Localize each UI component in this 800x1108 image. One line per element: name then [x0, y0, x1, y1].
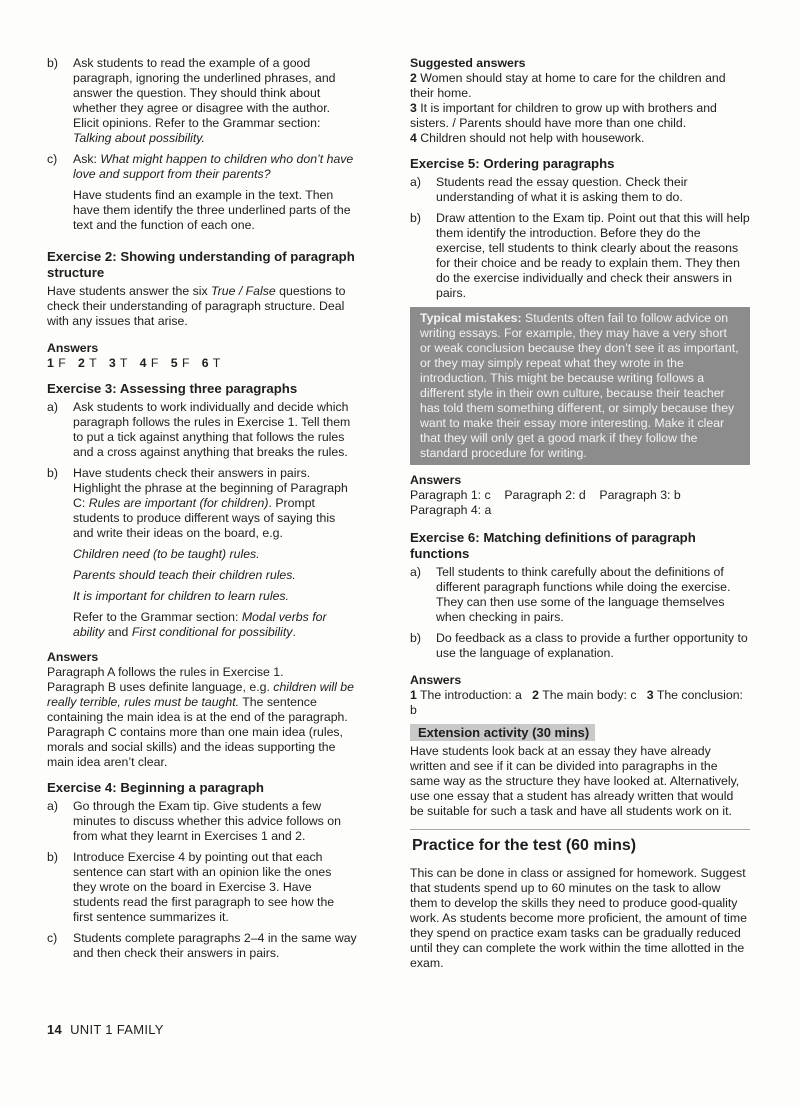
tip-text: Students often fail to follow advice on writing essays. For example, they may have a very short or weak conclusion because they don’t see it as important, or they may simply repeat what they wrote in the introduction. This might be because writing follows a different style in their own culture, because their teacher has told them something different, or simply because they want to make their essay more interesting. Make it clear that they will only get a good mark if they follow the standard procedure for writing. [420, 311, 739, 460]
paragraph: Have students find an example in the text. Then have them identify the three underlined parts of the text and the function of each one. [73, 188, 351, 232]
example: Parents should teach their children rules. [73, 568, 296, 582]
item-label: a) [410, 565, 421, 579]
item-label: b) [47, 466, 58, 480]
paragraph: Paragraph C contains more than one main idea (rules, morals and social skills) and the ideas supporting the main idea aren’t clear. [47, 725, 343, 769]
paragraph: Draw attention to the Exam tip. Point out that this will help them identify the introduction. Before they do the exercise, tell students to think clearly about the reasons for their choice and be ready to explain them. They then do the exercise individually and check their answers in pairs. [436, 211, 750, 300]
item-label: c) [47, 931, 58, 945]
example: It is important for children to learn rules. [73, 589, 289, 603]
answer-list: Paragraph 1: c Paragraph 2: d Paragraph 3: b [410, 488, 681, 502]
list-item [47, 850, 357, 925]
answers-heading: Answers [47, 341, 99, 355]
paragraph: Tell students to think carefully about the definitions of different paragraph functions while doing the exercise. They can then use some of the language themselves when checking in pairs. [436, 565, 731, 624]
divider [410, 829, 750, 830]
right-column [410, 56, 750, 971]
list-item [47, 799, 357, 844]
paragraph: Refer to the Grammar section: Modal verbs for ability and First conditional for possibility. [73, 610, 327, 639]
section-heading: Exercise 4: Beginning a paragraph [47, 780, 264, 795]
paragraph: This can be done in class or assigned for homework. Suggest that students spend up to 60 minutes on the task to allow them to develop the skills they need to produce good-quality work. As students become more proficient, the amount of time they spend on practice exam tasks can be gradually reduced until they can complete the work within the time allotted in the exam. [410, 866, 747, 970]
item-label: a) [410, 175, 421, 189]
paragraph: Students read the essay question. Check their understanding of what it is asking them to do. [436, 175, 688, 204]
page-footer [47, 1022, 164, 1037]
list-item [47, 56, 357, 146]
page-number: 14 [47, 1022, 63, 1037]
section-heading: Exercise 5: Ordering paragraphs [410, 156, 615, 171]
unit-label: UNIT 1 FAMILY [70, 1022, 164, 1037]
paragraph: Go through the Exam tip. Give students a few minutes to discuss whether this advice follows on from what they learnt in Exercises 1 and 2. [73, 799, 341, 843]
answers-heading: Answers [410, 473, 462, 487]
practice-heading: Practice for the test (60 mins) [412, 837, 637, 854]
section-heading: Exercise 2: Showing understanding of paragraph structure [47, 249, 355, 280]
paragraph: Paragraph A follows the rules in Exercise 1. [47, 665, 284, 679]
section-heading: Exercise 3: Assessing three paragraphs [47, 381, 298, 396]
paragraph: Students complete paragraphs 2–4 in the same way and then check their answers in pairs. [73, 931, 357, 960]
answers-heading: Answers [410, 673, 462, 687]
paragraph: Have students answer the six True / False questions to check their understanding of paragraph structure. Deal with any issues that arise. [47, 284, 346, 328]
answer-item: 3 It is important for children to grow up with brothers and sisters. / Parents should have more than one child. [410, 101, 717, 130]
answers-heading: Suggested answers [410, 56, 526, 70]
tip-title: Typical mistakes: [420, 311, 522, 325]
list-item [410, 211, 750, 301]
paragraph: Introduce Exercise 4 by pointing out that each sentence can start with an opinion like the ones they wrote on the board in Exercise 3. Have students read the first paragraph to see how the first sentence summarizes it. [73, 850, 335, 924]
list-item [410, 565, 750, 625]
answer-item: 4 Children should not help with housework. [410, 131, 645, 145]
item-label: c) [47, 152, 58, 166]
answer-item: 2 Women should stay at home to care for the children and their home. [410, 71, 726, 100]
answer-list: Paragraph 4: a [410, 503, 492, 517]
list-item [47, 152, 357, 233]
item-label: a) [47, 400, 58, 414]
item-label: b) [410, 211, 421, 225]
item-label: a) [47, 799, 58, 813]
list-item [47, 466, 357, 640]
section-heading: Exercise 6: Matching definitions of paragraph functions [410, 530, 696, 561]
paragraph: Paragraph B uses definite language, e.g. children will be really terrible, rules must be taught. The sentence containing the main idea is at the end of the paragraph. [47, 680, 354, 724]
typical-mistakes-box [410, 307, 750, 465]
list-item [410, 631, 750, 661]
paragraph: Have students check their answers in pairs. Highlight the phrase at the beginning of Paragraph C: Rules are important (for children). Prompt students to produce different ways of saying this and write their ideas on the board, e.g. [73, 466, 348, 540]
extension-heading: Extension activity (30 mins) [410, 724, 595, 741]
paragraph: Do feedback as a class to provide a further opportunity to use the language of explanation. [436, 631, 748, 660]
paragraph: Ask: What might happen to children who don’t have love and support from their parents? [73, 152, 354, 181]
item-label: b) [47, 56, 58, 70]
answers-heading: Answers [47, 650, 99, 664]
answer-list: 1 The introduction: a 2 The main body: c 3 The conclusion: b [410, 688, 743, 717]
answer-list: 1 F 2 T 3 T 4 F 5 F 6 T [47, 356, 221, 370]
paragraph: Ask students to work individually and decide which paragraph follows the rules in Exercise 1. Tell them to put a tick against anything that follows the rules and a cross against anything that breaks the rules. [73, 400, 351, 459]
example: Children need (to be taught) rules. [73, 547, 260, 561]
paragraph: Have students look back at an essay they have already written and see if it can be divided into paragraphs in the same way as the structure they have looked at. Alternatively, use one essay that a student has already written that would be suitable for such a task and have all students work on it. [410, 744, 740, 818]
left-column [47, 56, 357, 967]
item-label: b) [47, 850, 58, 864]
list-item [47, 931, 357, 961]
list-item [47, 400, 357, 460]
list-item [410, 175, 750, 205]
item-label: b) [410, 631, 421, 645]
paragraph: Ask students to read the example of a good paragraph, ignoring the underlined phrases, and answer the question. They should think about whether they agree or disagree with the author. Elicit opinions. Refer to the Grammar section: Talking about possibility. [73, 56, 336, 145]
